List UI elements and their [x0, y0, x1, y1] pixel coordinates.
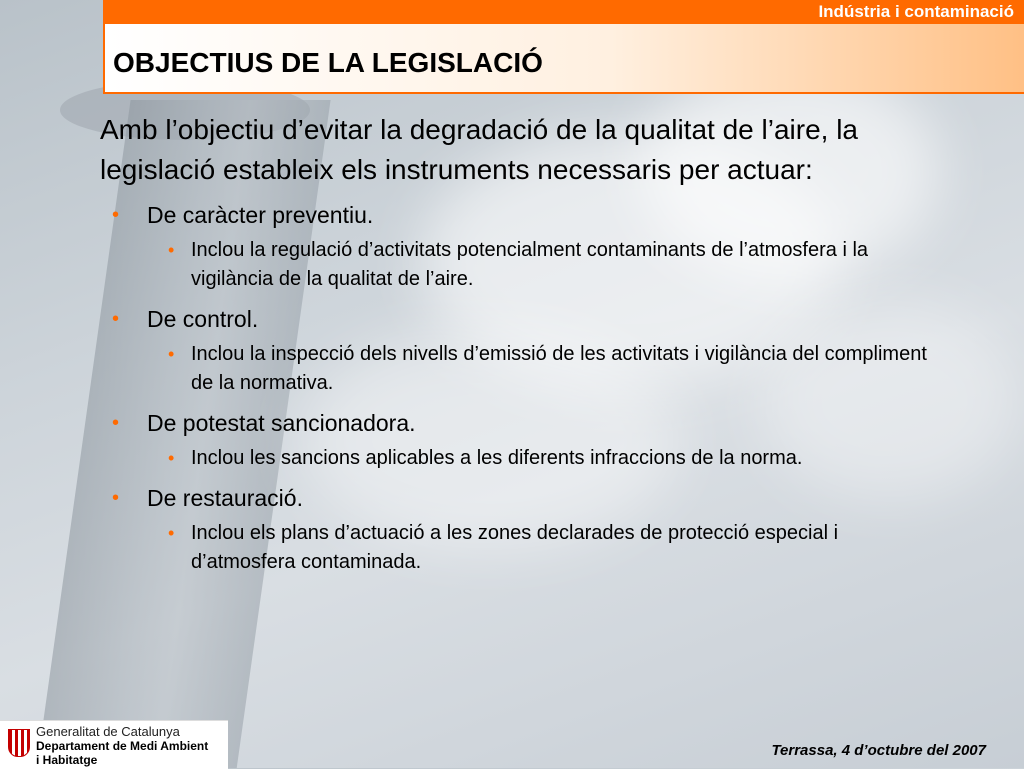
bullet-icon: • — [168, 523, 175, 543]
bullet-icon: • — [112, 308, 120, 330]
bullet-label: De potestat sancionadora. — [147, 410, 416, 436]
bullet-item — [100, 408, 960, 438]
sub-bullet-text: Inclou la inspecció dels nivells d’emissió de les activitats i vigilància del compliment de la normativa. — [191, 343, 927, 394]
slide-content — [100, 110, 960, 577]
sub-bullet-item — [100, 519, 960, 577]
intro-text: Amb l’objectiu d’evitar la degradació de la qualitat de l’aire, la legislació estableix els instruments necessaris per actuar: — [100, 114, 858, 185]
logo-line-1: Generalitat de Catalunya — [36, 724, 180, 739]
bullet-label: De restauració. — [147, 485, 303, 511]
bullet-icon: • — [168, 448, 175, 468]
generalitat-logo — [0, 720, 228, 769]
logo-line-3: i Habitatge — [36, 753, 98, 767]
bullet-item — [100, 483, 960, 513]
catalonia-emblem-icon — [8, 729, 30, 757]
bullet-icon: • — [112, 204, 120, 226]
slide-title: OBJECTIUS DE LA LEGISLACIÓ — [113, 47, 543, 78]
bullet-icon: • — [112, 412, 120, 434]
sub-bullet-text: Inclou els plans d’actuació a les zones declarades de protecció especial i d’atmosfera contaminada. — [191, 522, 839, 573]
bullet-icon: • — [168, 240, 175, 260]
title-bar — [103, 24, 1024, 94]
bullet-icon: • — [168, 344, 175, 364]
sub-bullet-item — [100, 444, 960, 473]
bullet-item — [100, 304, 960, 334]
section-bar — [103, 0, 1024, 24]
sub-bullet-item — [100, 236, 960, 294]
sub-bullet-text: Inclou la regulació d’activitats potencialment contaminants de l’atmosfera i la vigilància de la qualitat de l’aire. — [191, 239, 869, 290]
sub-bullet-item — [100, 340, 960, 398]
footer-date: Terrassa, 4 d’octubre del 2007 — [771, 742, 986, 759]
bullet-label: De caràcter preventiu. — [147, 202, 374, 228]
bullet-icon: • — [112, 487, 120, 509]
bullet-item — [100, 200, 960, 230]
section-label: Indústria i contaminació — [818, 2, 1014, 21]
logo-line-2: Departament de Medi Ambient — [36, 739, 209, 753]
sub-bullet-text: Inclou les sancions aplicables a les diferents infraccions de la norma. — [191, 447, 803, 469]
bullet-label: De control. — [147, 306, 259, 332]
